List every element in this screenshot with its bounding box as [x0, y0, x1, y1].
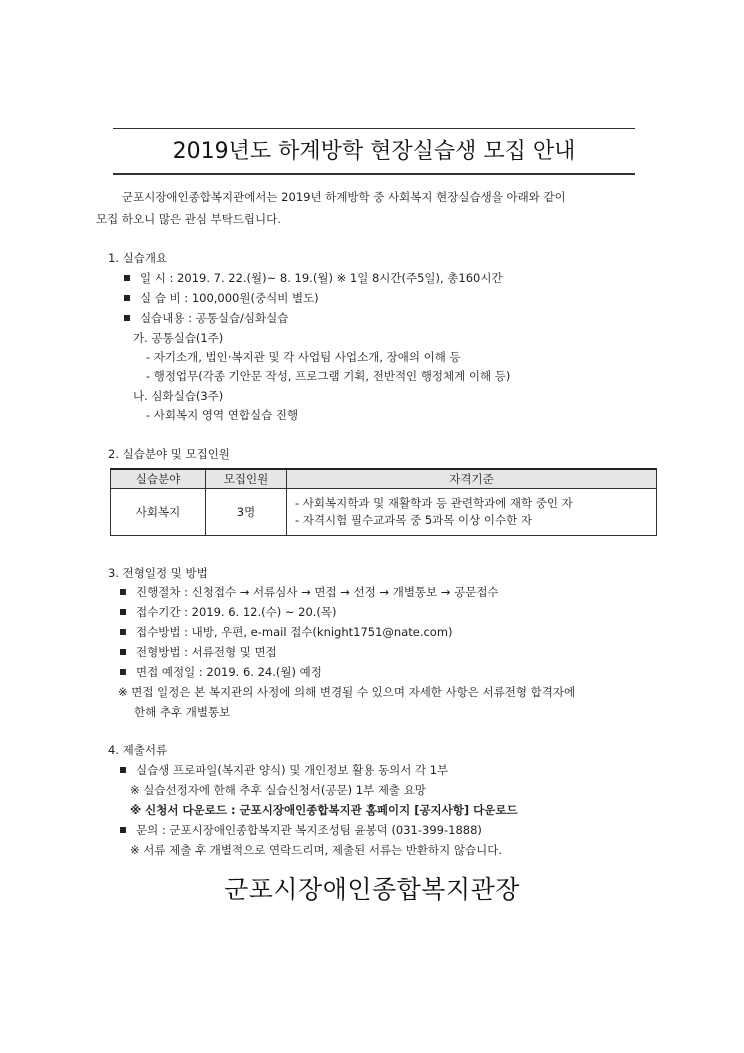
interview-text: 면접 예정일 : 2019. 6. 24.(월) 예정: [136, 665, 322, 679]
content-text: 실습내용 : 공통실습/심화실습: [140, 311, 289, 325]
section1-item: [124, 270, 503, 286]
section1-heading: 1. 실습개요: [108, 251, 168, 265]
header-count: 모집인원: [206, 469, 287, 489]
sub-a-item-2: - 행정업무(각종 기안문 작성, 프로그램 기획, 전반적인 행정체계 이해 등): [146, 369, 511, 383]
section3-item: [120, 664, 322, 680]
qualification-line-2: - 자격시험 필수교과목 중 5과목 이상 이수한 자: [295, 513, 533, 527]
bullet-icon: [124, 275, 130, 281]
bullet-icon: [120, 609, 126, 615]
table-row: [111, 489, 657, 536]
section4-note-2: ※ 신청서 다운로드 : 군포시장애인종합복지관 홈페이지 [공지사항] 다운로드: [130, 803, 518, 817]
section4-note-3: ※ 서류 제출 후 개별적으로 연락드리며, 제출된 서류는 반환하지 않습니다.: [130, 843, 503, 857]
cell-count: 3명: [206, 489, 287, 536]
method-text: 접수방법 : 내방, 우편, e-mail 접수(knight1751@nate.com): [136, 625, 453, 639]
title-bottom-rule: [113, 173, 635, 175]
section3-item: [120, 624, 453, 640]
intro-line-1: 군포시장애인종합복지관에서는 2019년 하계방학 중 사회복지 현장실습생을 아래와 같이: [122, 190, 566, 204]
inquiry-text: 문의 : 군포시장애인종합복지관 복지조성팀 윤봉덕 (031-399-1888): [136, 823, 482, 837]
bullet-icon: [120, 767, 126, 773]
section4-item-1: [120, 762, 448, 778]
section3-note-2: 한해 추후 개별통보: [134, 705, 231, 719]
process-text: 진행절차 : 신청접수 → 서류심사 → 면접 → 선정 → 개별통보 → 공문접수: [136, 585, 499, 599]
bullet-icon: [120, 649, 126, 655]
bullet-icon: [120, 589, 126, 595]
section3-item: [120, 644, 277, 660]
sub-a-heading: 가. 공통실습(1주): [133, 331, 224, 345]
section1-item: [124, 290, 319, 306]
bullet-icon: [120, 669, 126, 675]
section3-heading: 3. 전형일정 및 방법: [108, 566, 208, 580]
section3-note-1: ※ 면접 일정은 본 복지관의 사정에 의해 변경될 수 있으며 자세한 사항은 서류전형 합격자에: [118, 685, 576, 699]
qualification-line-1: - 사회복지학과 및 재활학과 등 관련학과에 재학 중인 자: [295, 496, 573, 510]
bullet-icon: [120, 827, 126, 833]
sub-b-item-1: - 사회복지 영역 연합실습 진행: [146, 408, 299, 422]
cell-field: 사회복지: [111, 489, 206, 536]
section1-item: [124, 310, 288, 326]
header-field: 실습분야: [111, 469, 206, 489]
bullet-icon: [124, 295, 130, 301]
section4-item-2: [120, 822, 482, 838]
fee-text: 실 습 비 : 100,000원(중식비 별도): [140, 291, 319, 305]
section2-heading: 2. 실습분야 및 모집인원: [108, 447, 230, 461]
period-text: 접수기간 : 2019. 6. 12.(수) ~ 20.(목): [136, 605, 337, 619]
section3-item: [120, 584, 499, 600]
cell-qualification: [287, 489, 657, 536]
header-qualification: 자격기준: [287, 469, 657, 489]
section4-note-1: ※ 실습선정자에 한해 추후 실습신청서(공문) 1부 제출 요망: [130, 783, 426, 797]
table-header-row: [111, 469, 657, 489]
bullet-icon: [124, 315, 130, 321]
recruit-table: [110, 468, 657, 536]
sub-b-heading: 나. 심화실습(3주): [133, 389, 224, 403]
selection-text: 전형방법 : 서류전형 및 면접: [136, 645, 277, 659]
signature-org: 군포시장애인종합복지관장: [224, 875, 520, 904]
schedule-text: 일 시 : 2019. 7. 22.(월)~ 8. 19.(월) ※ 1일 8시간(주5일), 총160시간: [140, 271, 503, 285]
documents-text: 실습생 프로파일(복지관 양식) 및 개인정보 활용 동의서 각 1부: [136, 763, 449, 777]
section3-item: [120, 604, 337, 620]
bullet-icon: [120, 629, 126, 635]
intro-line-2: 모집 하오니 많은 관심 부탁드립니다.: [96, 212, 281, 226]
section4-heading: 4. 제출서류: [108, 743, 168, 757]
sub-a-item-1: - 자기소개, 법인·복지관 및 각 사업팀 사업소개, 장애의 이해 등: [146, 350, 461, 364]
document-title: 2019년도 하계방학 현장실습생 모집 안내: [172, 139, 576, 164]
title-top-rule: [113, 128, 635, 129]
